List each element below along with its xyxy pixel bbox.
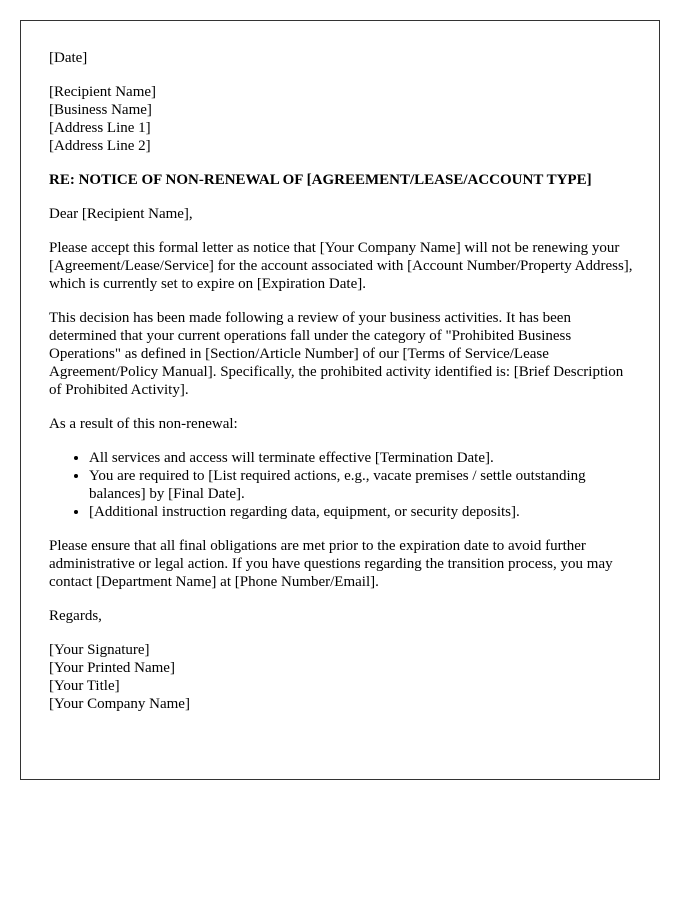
list-item: • [Additional instruction regarding data, equipment, or security deposits].: [89, 503, 634, 521]
letter-page: [20, 20, 660, 780]
paragraph-obligations: Please ensure that all final obligations are met prior to the expiration date to avoid further administrative or legal action. If you have questions regarding the transition process, you may contact [Department Name] at [Phone Number/Email].: [49, 538, 613, 590]
recipient-name: [Recipient Name]: [49, 84, 157, 100]
list-item: • All services and access will terminate effective [Termination Date].: [89, 449, 634, 467]
salutation: Dear [Recipient Name],: [49, 206, 193, 222]
recipient-address-line-1: [Address Line 1]: [49, 120, 151, 136]
signature-block: [49, 641, 634, 713]
recipient-address-block: [49, 83, 634, 155]
paragraph-notice: Please accept this formal letter as notice that [Your Company Name] will not be renewing your [Agreement/Lease/Service] for the account associated with [Account Number/Property Address], which is currently set to expire on [Expiration Date].: [49, 240, 633, 292]
subject-line: RE: NOTICE OF NON-RENEWAL OF [AGREEMENT/LEASE/ACCOUNT TYPE]: [49, 172, 592, 188]
sender-title: [Your Title]: [49, 678, 120, 694]
letter-body: [49, 49, 634, 729]
signature: [Your Signature]: [49, 642, 150, 658]
closing: Regards,: [49, 608, 102, 624]
recipient-business-name: [Business Name]: [49, 102, 152, 118]
printed-name: [Your Printed Name]: [49, 660, 175, 676]
paragraph-decision: This decision has been made following a review of your business activities. It has been determined that your current operations fall under the category of "Prohibited Business Operations" as defined in [Section/Article Number] of our [Terms of Service/Lease Agreement/Policy Manual]. Specifically, the prohibited activity identified is: [Brief Description of Prohibited Activity].: [49, 310, 624, 398]
recipient-address-line-2: [Address Line 2]: [49, 138, 151, 154]
consequences-list: [49, 449, 634, 521]
list-intro: As a result of this non-renewal:: [49, 416, 238, 432]
list-item: • You are required to [List required actions, e.g., vacate premises / settle outstanding balances] by [Final Date].: [89, 467, 634, 503]
sender-company-name: [Your Company Name]: [49, 696, 190, 712]
letter-date: [Date]: [49, 50, 88, 66]
